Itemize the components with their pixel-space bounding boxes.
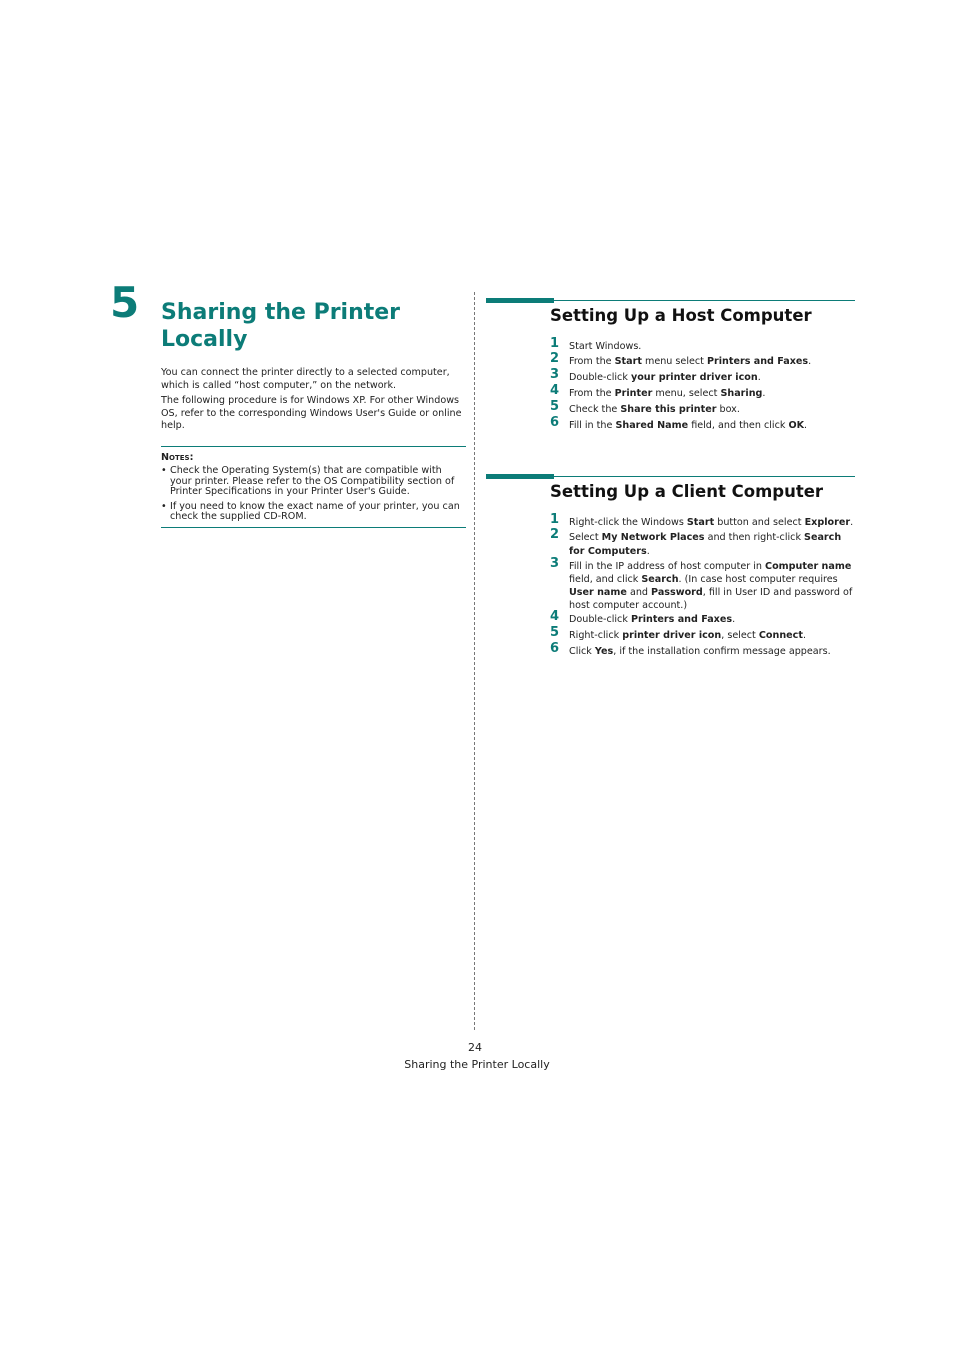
- host-step: 1 Start Windows.: [550, 336, 642, 352]
- page-number: 24: [468, 1041, 482, 1054]
- client-step: 6 Click Yes, if the installation confirm message appears.: [550, 641, 831, 657]
- column-divider: [474, 292, 475, 1030]
- section-rule-accent: [486, 474, 554, 479]
- host-step: 2 From the Start menu select Printers and Faxes.: [550, 351, 812, 367]
- chapter-number: 5: [110, 278, 140, 327]
- host-step: 6 Fill in the Shared Name field, and then click OK.: [550, 415, 808, 431]
- notes-box: [161, 446, 466, 528]
- client-step: 4 Double-click Printers and Faxes.: [550, 609, 736, 625]
- footer-title: Sharing the Printer Locally: [404, 1058, 550, 1071]
- note-item: • Check the Operating System(s) that are compatible with your printer. Please refer to the OS Compatibility section of Printer Specifications in your Printer User's Guide.: [161, 465, 455, 497]
- host-step: 5 Check the Share this printer box.: [550, 399, 740, 415]
- note-item: • If you need to know the exact name of your printer, you can check the supplied CD-ROM.: [161, 500, 460, 522]
- client-step: 5 Right-click printer driver icon, select Connect.: [550, 625, 807, 641]
- intro-paragraph-1: You can connect the printer directly to a selected computer, which is called “host computer,” on the network.: [161, 367, 450, 391]
- client-step: 1 Right-click the Windows Start button and select Explorer.: [550, 512, 854, 528]
- host-step: 3 Double-click your printer driver icon.: [550, 367, 761, 383]
- host-section-title: Setting Up a Host Computer: [550, 306, 812, 325]
- notes-title: Notes:: [161, 452, 194, 463]
- section-rule-accent: [486, 298, 554, 303]
- client-step: 2 Select My Network Places and then right-click Search for Computers.: [550, 527, 842, 557]
- client-section-title: Setting Up a Client Computer: [550, 482, 824, 501]
- host-step: 4 From the Printer menu, select Sharing.: [550, 383, 766, 399]
- chapter-title: Sharing the Printer Locally: [161, 300, 401, 352]
- intro-paragraph-2: The following procedure is for Windows XP. For other Windows OS, refer to the corresponding Windows User's Guide or online help.: [161, 395, 462, 431]
- client-step: 3 Fill in the IP address of host computer in Computer name field, and click Search. (In case host computer requires User name and Password, fill in User ID and password of host computer account.): [550, 556, 853, 611]
